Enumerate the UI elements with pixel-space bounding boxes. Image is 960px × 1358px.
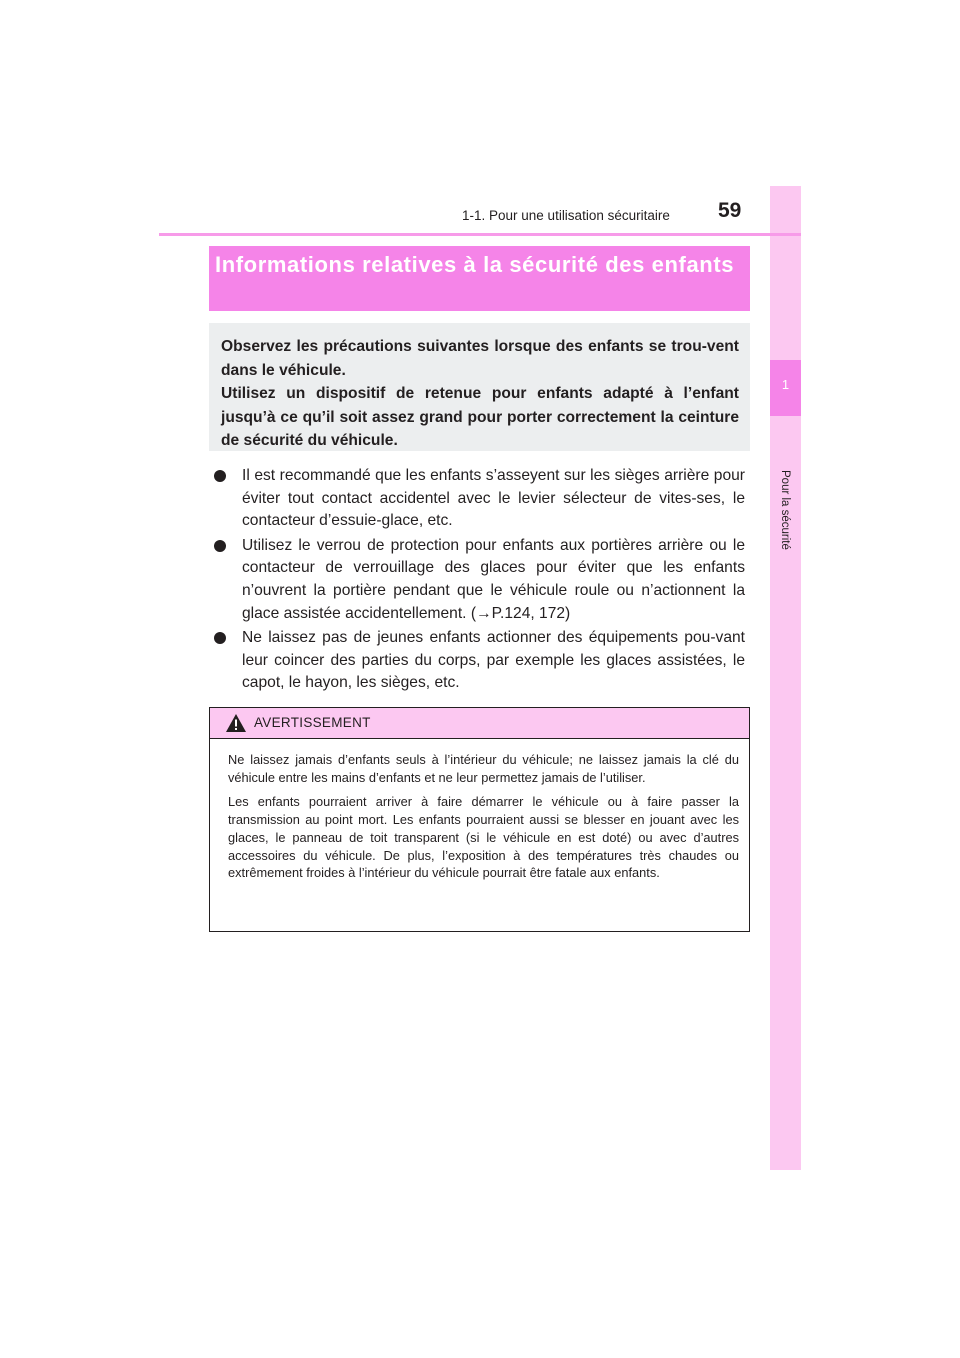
bullet-icon [214, 470, 226, 482]
list-item [214, 535, 745, 625]
warning-triangle-icon [225, 713, 247, 733]
bullet-list [214, 465, 745, 697]
warning-box [209, 707, 750, 932]
intro-paragraph: Observez les précautions suivantes lorsque des enfants se trou-vent dans le véhicule. [221, 338, 739, 379]
warning-header [210, 708, 749, 739]
running-header: 1-1. Pour une utilisation sécuritaire [462, 208, 670, 223]
warning-body [210, 739, 749, 882]
bullet-icon [214, 632, 226, 644]
bullet-icon [214, 540, 226, 552]
warning-paragraph: Les enfants pourraient arriver à faire démarrer le véhicule ou à faire passer la transmission au point mort. Les enfants pourraient aussi se blesser en jouant avec les glaces, le panneau de toit transparent (si le véhicule en est doté) ou avec d’autres accessoires du véhicule. De plus, l’exposition à des températures très chaudes ou extrêmement froides à l’intérieur du véhicule pourrait être fatale aux enfants. [228, 793, 739, 881]
header-rule [159, 233, 801, 236]
side-tab [770, 186, 801, 1170]
section-title: Informations relatives à la sécurité des enfants [209, 246, 750, 311]
list-item-text: Utilisez le verrou de protection pour enfants aux portières arrière ou le contacteur de verrouillage des glaces pour éviter que les enfants n’ouvrent la portière pendant que le véhicule roule ou n’actionnent la glace assistée accidentellement. (→P.124, 172) [242, 536, 745, 622]
side-tab-chapter-label: Pour la sécurité [779, 470, 791, 550]
warning-title: AVERTISSEMENT [254, 715, 371, 730]
list-item-text: Ne laissez pas de jeunes enfants actionner des équipements pou-vant leur coincer des parties du corps, par exemple les glaces assistées, le capot, le hayon, les sièges, etc. [242, 629, 745, 692]
intro-box [209, 323, 750, 451]
intro-paragraph: Utilisez un dispositif de retenue pour enfants adapté à l’enfant jusqu’à ce qu’il soit assez grand pour porter correctement la ceinture de sécurité du véhicule. [221, 385, 739, 449]
warning-paragraph: Ne laissez jamais d’enfants seuls à l’intérieur du véhicule; ne laissez jamais la clé du véhicule entre les mains d’enfants et ne leur permettez jamais de l’utiliser. [228, 752, 739, 785]
list-item [214, 627, 745, 695]
page-number: 59 [718, 199, 742, 222]
list-item [214, 465, 745, 533]
side-tab-chapter-number: 1 [781, 377, 790, 392]
list-item-text: Il est recommandé que les enfants s’asseyent sur les sièges arrière pour éviter tout contact accidentel avec le levier sélecteur de vites-ses, le contacteur d’essuie-glace, etc. [242, 467, 745, 530]
